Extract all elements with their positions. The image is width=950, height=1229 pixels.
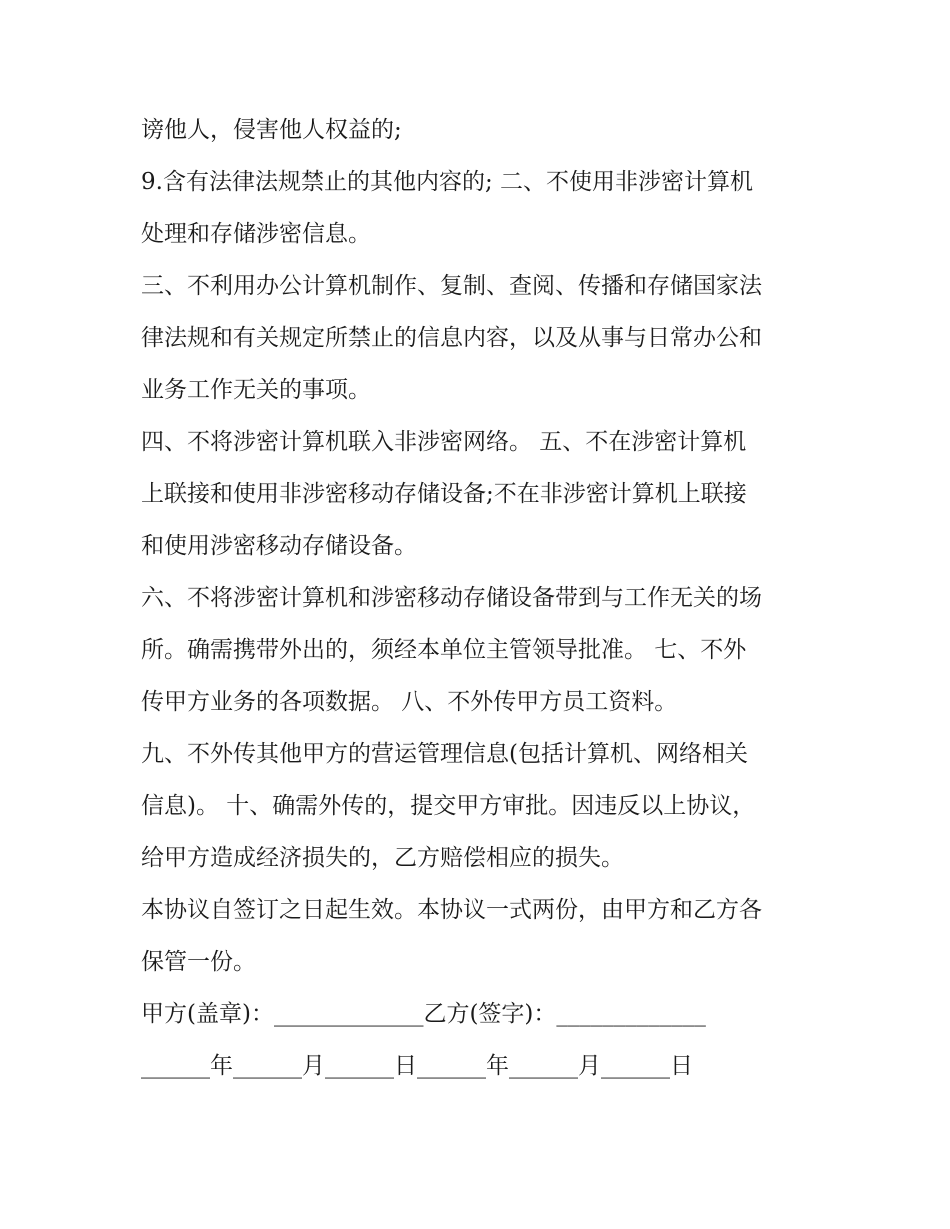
date-line: ______年______月______日______年______月______日 [141,1053,693,1079]
text-line: 处理和存储涉密信息。 [141,221,371,247]
text-line: 传甲方业务的各项数据。 八、不外传甲方员工资料。 [141,689,678,715]
text-line: 六、不将涉密计算机和涉密移动存储设备带到与工作无关的场 [141,585,762,611]
text-line: 本协议自签订之日起生效。本协议一式两份，由甲方和乙方各 [141,897,762,923]
text-line: 所。确需携带外出的，须经本单位主管领导批准。 七、不外 [141,637,747,663]
text-line: 九、不外传其他甲方的营运管理信息(包括计算机、网络相关 [141,741,748,767]
text-line: 上联接和使用非涉密移动存储设备;不在非涉密计算机上联接 [141,481,747,507]
text-line: 信息)。 十、确需外传的，提交甲方审批。因违反以上协议， [141,793,756,819]
text-line: 律法规和有关规定所禁止的信息内容，以及从事与日常办公和 [141,325,762,351]
text-line: 给甲方造成经济损失的，乙方赔偿相应的损失。 [141,845,624,871]
text-line: 四、不将涉密计算机联入非涉密网络。 五、不在涉密计算机 [141,429,747,455]
text-line: 业务工作无关的事项。 [141,377,371,403]
text-line: 三、不利用办公计算机制作、复制、查阅、传播和存储国家法 [141,273,762,299]
signature-line: 甲方(盖章)：_____________乙方(签字)：_____________ [141,1001,706,1027]
text-line: 和使用涉密移动存储设备。 [141,533,417,559]
text-line: 9.含有法律法规禁止的其他内容的; 二、不使用非涉密计算机 [141,169,754,195]
document-body [141,108,821,1096]
text-line: 保管一份。 [141,949,256,975]
text-line: 谤他人，侵害他人权益的; [141,117,402,143]
